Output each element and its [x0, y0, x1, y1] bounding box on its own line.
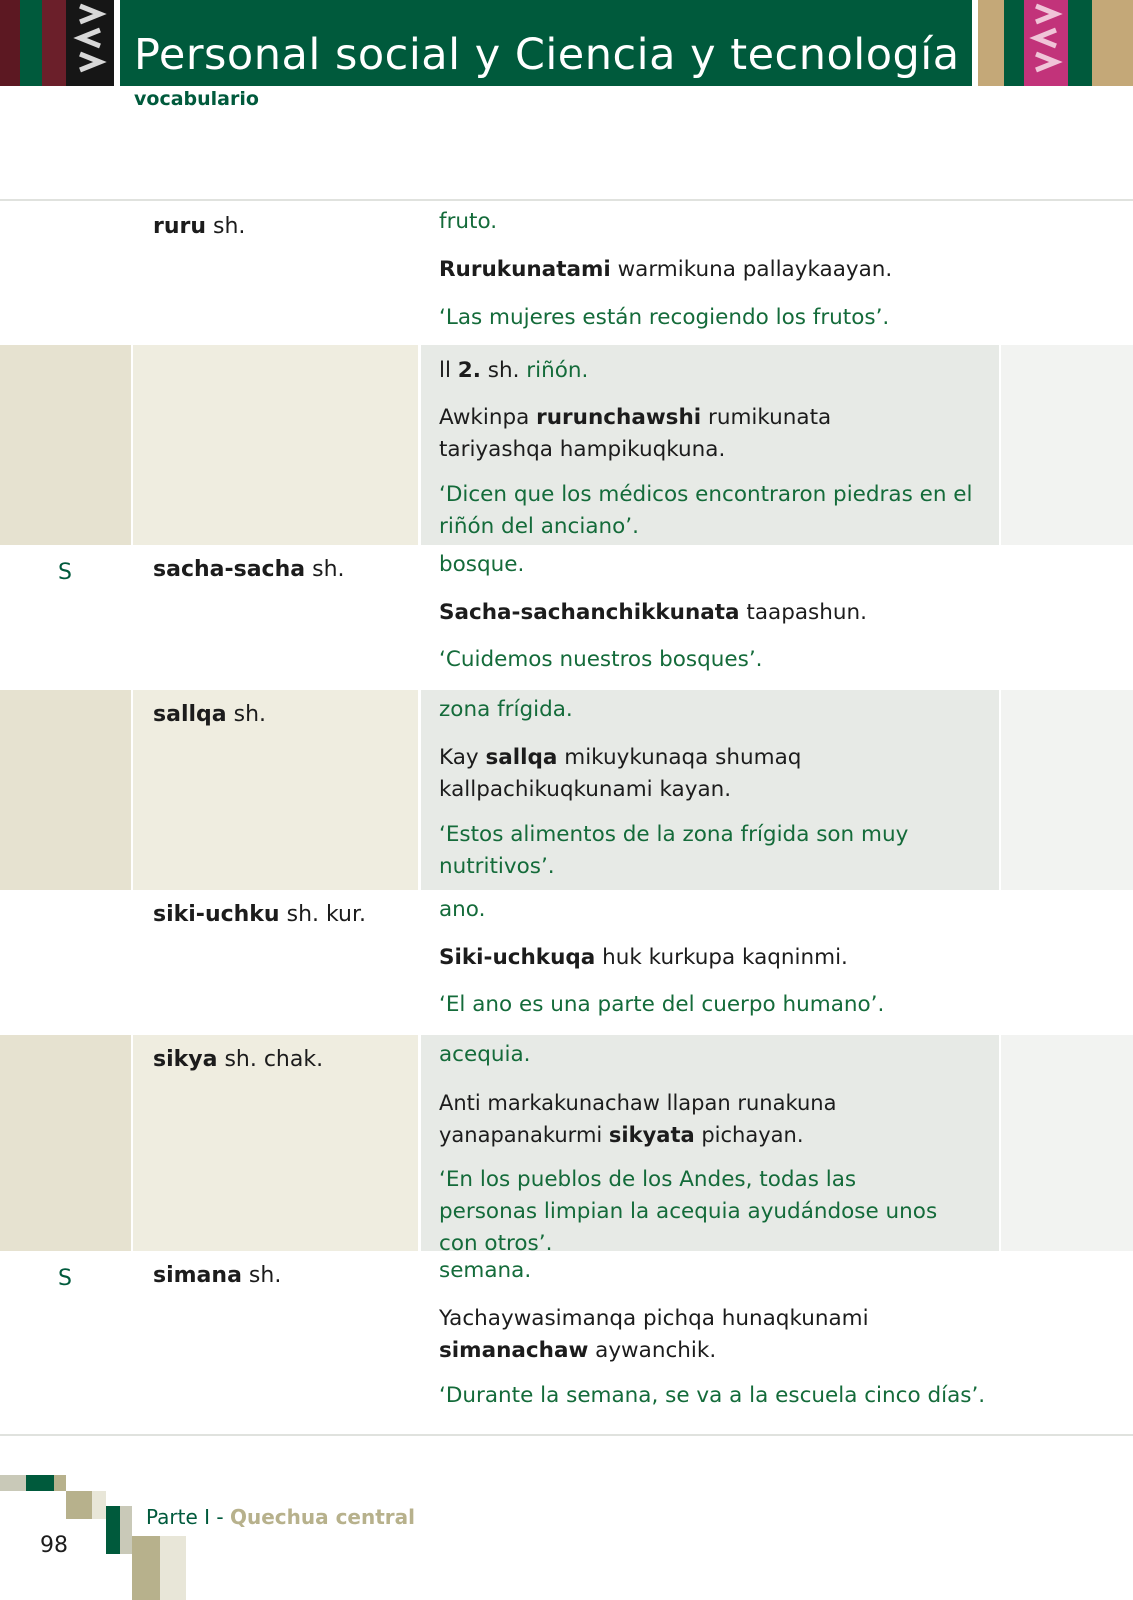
- entry-content: [439, 355, 1009, 543]
- entry-content: [439, 1255, 1009, 1412]
- definition: ano.: [439, 897, 486, 922]
- header-stripe: [1004, 0, 1024, 86]
- page-title: Personal social y Ciencia y tecnología: [134, 30, 960, 80]
- section-label: vocabulario: [134, 88, 259, 110]
- alphabet-letter: S: [58, 1266, 72, 1291]
- definition: zona frígida.: [439, 697, 573, 722]
- chevron-pattern-icon: [1024, 0, 1068, 86]
- entry-content: [439, 1039, 1009, 1260]
- header-stripe: [978, 0, 1004, 86]
- page-header: [0, 0, 1133, 86]
- headword: sallqa sh.: [153, 702, 267, 727]
- header-pattern-stripe: [1024, 0, 1068, 86]
- example-sentence: Anti markakunachaw llapan runakuna yanapanakurmi sikyata pichayan.: [439, 1091, 837, 1147]
- table-bottom-rule: [0, 1434, 1133, 1436]
- entry-content: [439, 206, 1009, 334]
- translation: ‘El ano es una parte del cuerpo humano’.: [439, 992, 885, 1017]
- example-sentence: Yachaywasimanqa pichqa hunaqkunami simanachaw aywanchik.: [439, 1306, 869, 1363]
- example-sentence: Rurukunatami warmikuna pallaykaayan.: [439, 257, 893, 282]
- example-sentence: Sacha-sachanchikkunata taapashun.: [439, 600, 867, 625]
- table-top-rule: [0, 199, 1133, 201]
- definition: fruto.: [439, 209, 498, 234]
- header-stripe: [1068, 0, 1092, 86]
- header-pattern-stripe: [66, 0, 114, 86]
- translation: ‘Dicen que los médicos encontraron piedras en el riñón del anciano’.: [439, 482, 973, 539]
- headword: simana sh.: [153, 1263, 282, 1288]
- table-row: [0, 545, 1133, 690]
- header-stripe: [0, 0, 20, 86]
- headword: sacha-sacha sh.: [153, 557, 345, 582]
- header-stripe: [1092, 0, 1133, 86]
- footer-label: Parte I - Quechua central: [146, 1505, 416, 1529]
- example-sentence: Awkinpa rurunchawshi rumikunata tariyashqa hampikuqkuna.: [439, 405, 832, 462]
- table-row: [0, 345, 1133, 545]
- definition: semana.: [439, 1258, 532, 1283]
- header-stripe: [20, 0, 42, 86]
- chevron-pattern-icon: [66, 0, 114, 86]
- translation: ‘En los pueblos de los Andes, todas las personas limpian la acequia ayudándose unos con otros’.: [439, 1167, 938, 1256]
- headword: siki-uchku sh. kur.: [153, 902, 367, 927]
- translation: ‘Durante la semana, se va a la escuela cinco días’.: [439, 1383, 986, 1408]
- entry-content: [439, 894, 1009, 1021]
- entry-content: [439, 549, 1009, 676]
- translation: ‘Cuidemos nuestros bosques’.: [439, 647, 763, 672]
- translation: ‘Las mujeres están recogiendo los frutos’.: [439, 305, 890, 330]
- table-row: [0, 1035, 1133, 1256]
- table-row: [0, 202, 1133, 345]
- sense-line: ll 2. sh. riñón.: [439, 358, 589, 383]
- entry-content: [439, 694, 1009, 883]
- example-sentence: Siki-uchkuqa huk kurkupa kaqninmi.: [439, 945, 848, 970]
- headword: sikya sh. chak.: [153, 1047, 324, 1072]
- example-sentence: Kay sallqa mikuykunaqa shumaq kallpachikuqkunami kayan.: [439, 745, 802, 802]
- table-row: [0, 690, 1133, 890]
- headword: ruru sh.: [153, 214, 246, 239]
- alphabet-letter: S: [58, 560, 72, 585]
- translation: ‘Estos alimentos de la zona frígida son muy nutritivos’.: [439, 822, 909, 879]
- header-stripe: [42, 0, 66, 86]
- page-number: 98: [40, 1533, 68, 1558]
- table-row: [0, 1251, 1133, 1434]
- table-row: [0, 890, 1133, 1035]
- definition: riñón.: [526, 358, 589, 383]
- definition: bosque.: [439, 552, 525, 577]
- definition: acequia.: [439, 1042, 531, 1067]
